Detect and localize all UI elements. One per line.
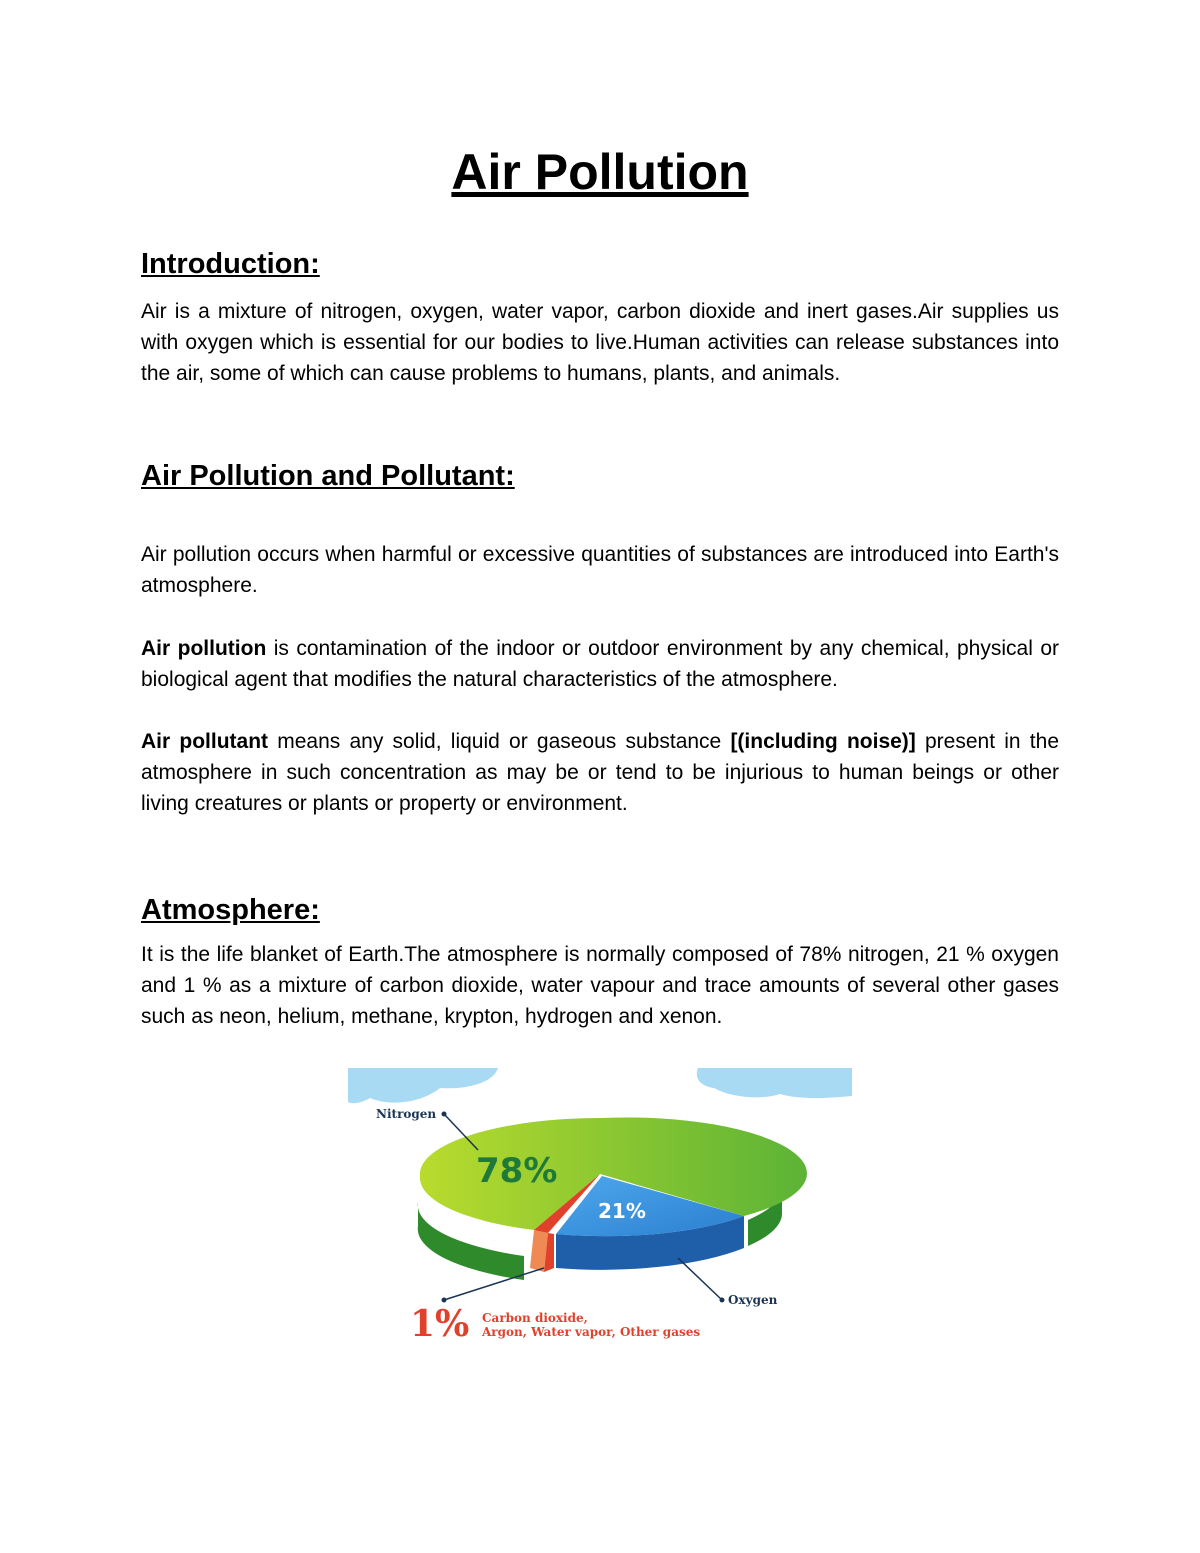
oxygen-leader-dot [720,1298,725,1303]
nitrogen-value-label: 78% [476,1151,558,1191]
air-pollution-text: is contamination of the indoor or outdoor environment by any chemical, physical or biological agent that modifies the natural characteristics of the atmosphere. [141,637,1059,692]
air-pollutant-paragraph [141,726,1059,820]
air-pollution-term: Air pollution [141,637,267,660]
page-title: Air Pollution [451,144,749,200]
oxygen-leader-line [678,1258,722,1300]
sky-cloud-right [697,1068,852,1098]
air-pollutant-text-b: present in the atmosphere in such concentration as may be or tend to be injurious to human beings or other living creatures or plants or property or environment. [141,730,1060,816]
air-pollutant-text-a: means any solid, liquid or gaseous substance [268,730,731,753]
pollution-definition-paragraph: Air pollution occurs when harmful or excessive quantities of substances are introduced into Earth's atmosphere. [141,543,1059,598]
atmosphere-paragraph: It is the life blanket of Earth.The atmosphere is normally composed of 78% nitrogen, 21 % oxygen and 1 % as a mixture of carbon dioxide, water vapour and trace amounts of several other gases such as neon, helium, methane, krypton, hydrogen and xenon. [141,943,1059,1029]
nitrogen-leader-dot [442,1112,447,1117]
oxygen-value-label: 21% [598,1199,646,1223]
other-gases-label-line-2: Argon, Water vapor, Other gases [482,1325,701,1339]
sky-cloud-left [348,1068,498,1103]
pollution-heading: Air Pollution and Pollutant: [141,460,515,492]
introduction-heading: Introduction: [141,248,320,280]
air-pollution-paragraph [141,633,1059,695]
including-noise-text: [(including noise)] [730,730,916,753]
atmosphere-heading: Atmosphere: [141,894,320,926]
introduction-paragraph: Air is a mixture of nitrogen, oxygen, water vapor, carbon dioxide and inert gases.Air supplies us with oxygen which is essential for our bodies to live.Human activities can release substances into the air, some of which can cause problems to humans, plants, and animals. [141,300,1059,386]
other-gases-label-line-1: Carbon dioxide, [482,1311,588,1325]
pie-chart-svg [348,1068,852,1348]
other-gases-value-label: 1% [410,1303,470,1345]
air-pollutant-term: Air pollutant [141,730,269,753]
nitrogen-label: Nitrogen [376,1107,437,1121]
oxygen-label: Oxygen [728,1293,778,1307]
other-gases-leader-dot [442,1298,447,1303]
atmosphere-composition-chart [348,1068,852,1348]
